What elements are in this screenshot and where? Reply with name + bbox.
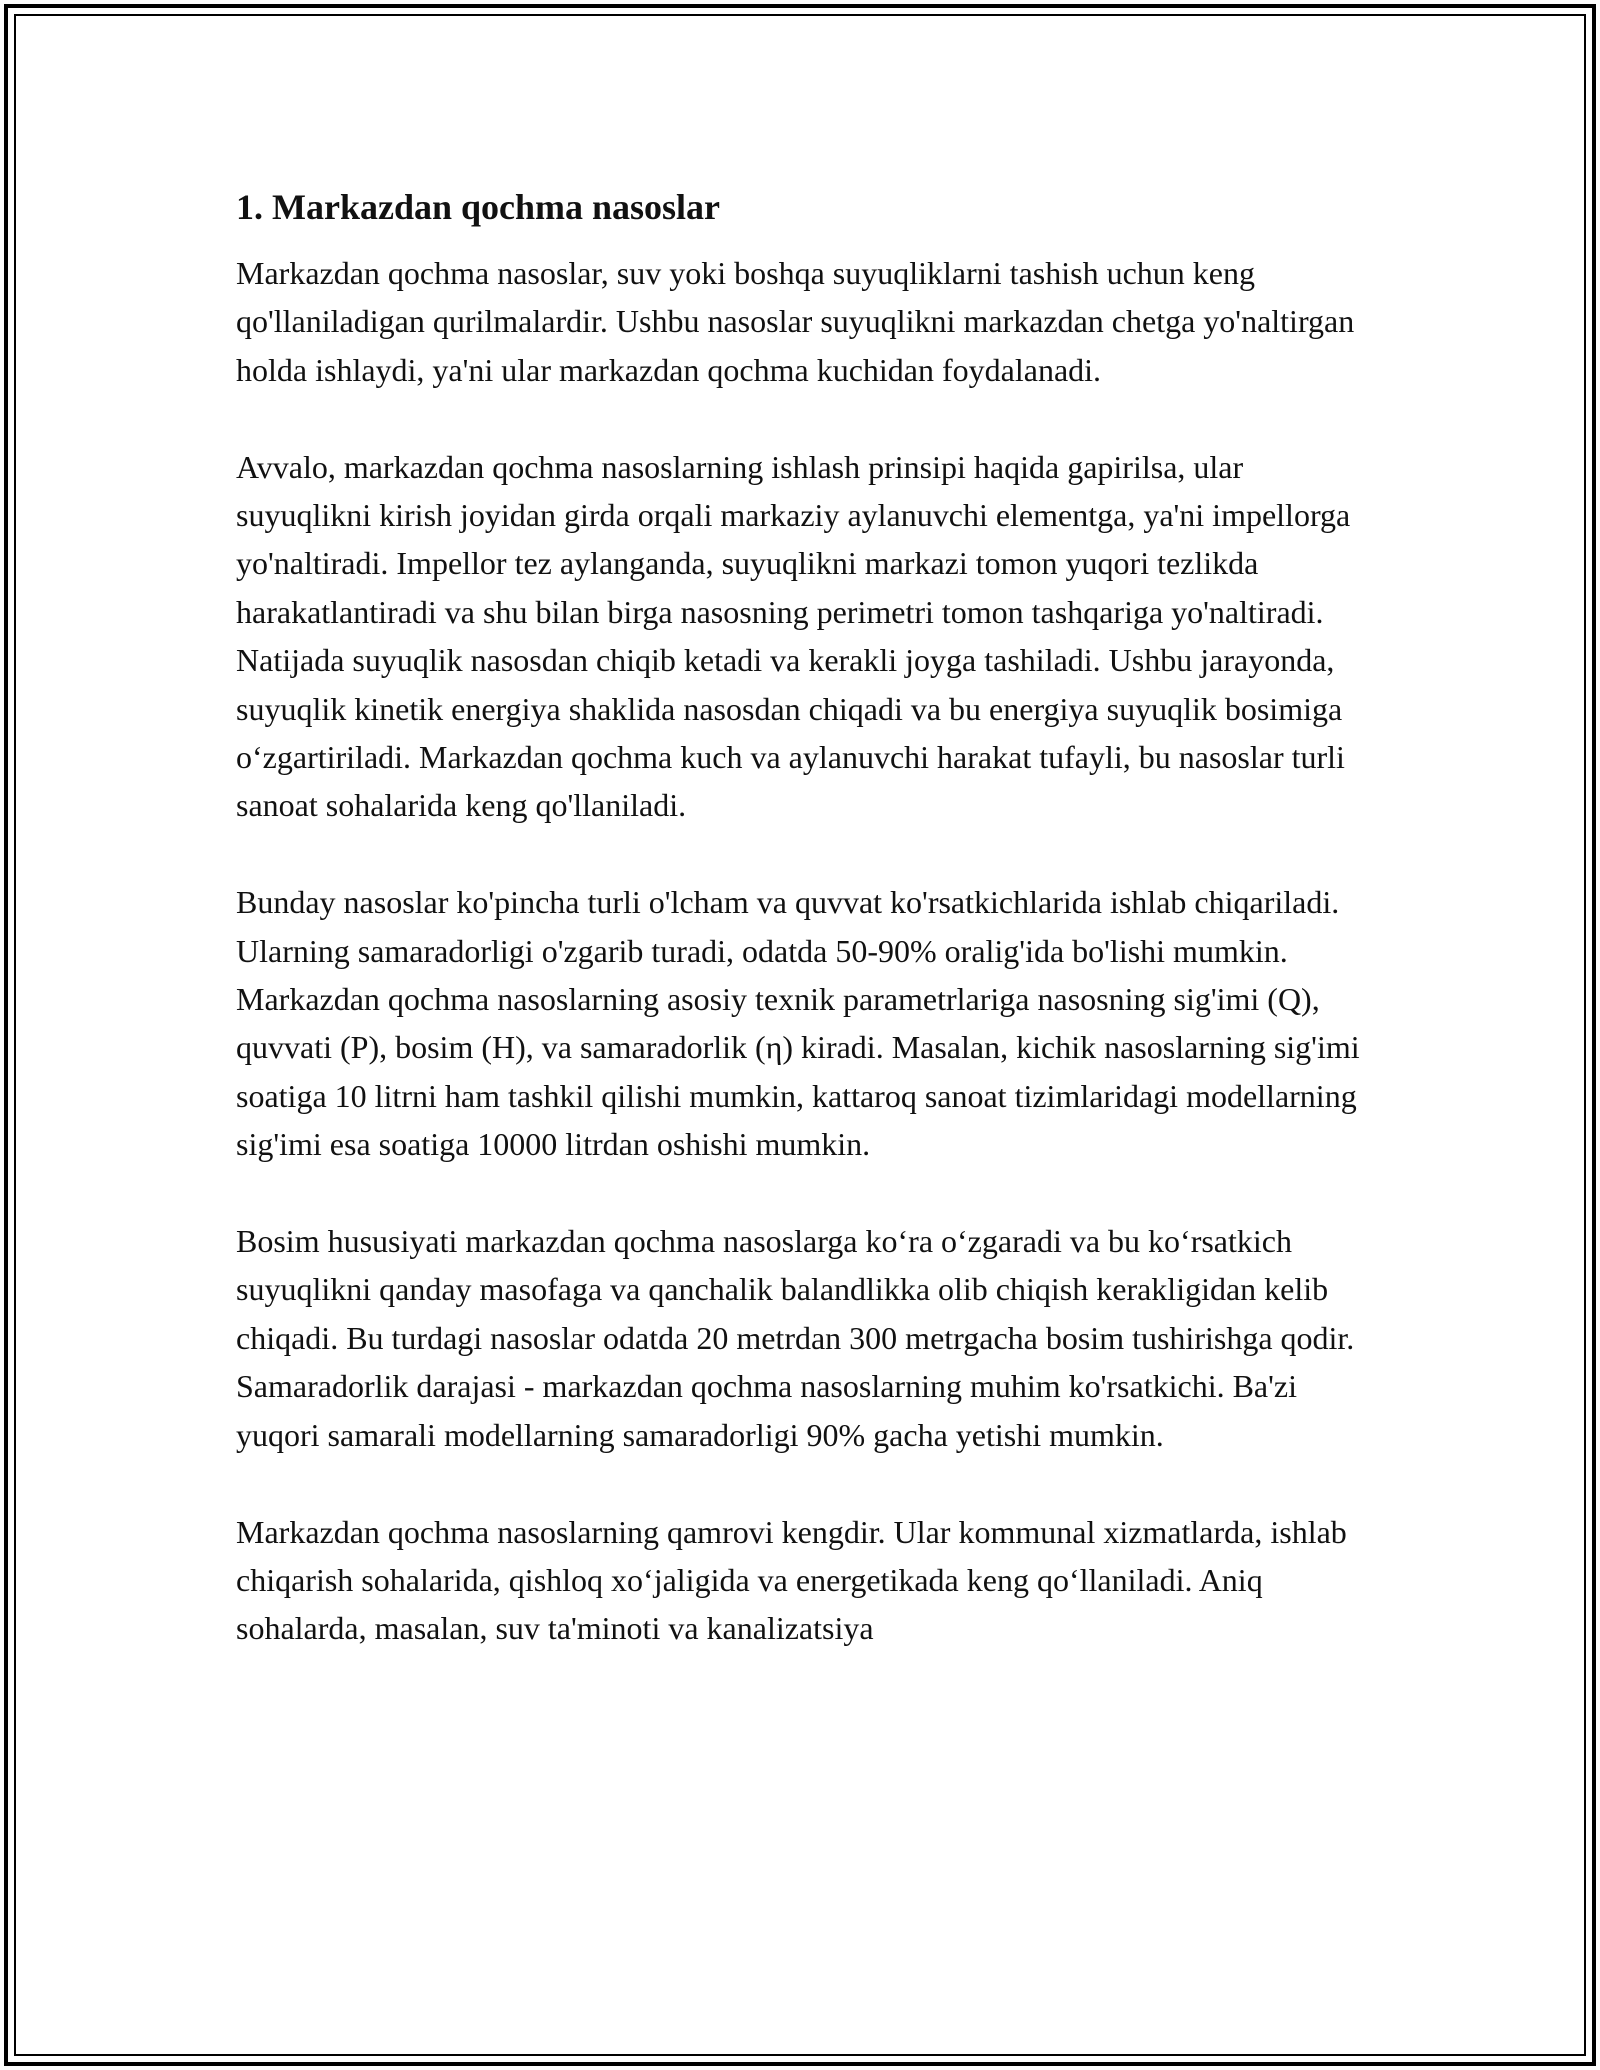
paragraph-applications: Markazdan qochma nasoslarning qamrovi kengdir. Ular kommunal xizmatlarda, ishlab chiqarish sohalarida, qishloq xo‘jaligida va energetikada keng qo‘llaniladi. Aniq sohalarda, masalan, suv ta'minoti va kanalizatsiya <box>236 1513 1347 1647</box>
paragraph-pressure: Bosim hususiyati markazdan qochma nasoslarga ko‘ra o‘zgaradi va bu ko‘rsatkich suyuqlikni qanday masofaga va qanchalik balandlikka olib chiqish kerakligidan kelib chiqadi. Bu turdagi nasoslar odatda 20 metrdan 300 metrgacha bosim tushirishga qodir. Samaradorlik darajasi - markazdan qochma nasoslarning muhim ko'rsatkichi. Ba'zi yuqori samarali modellarning samaradorligi 90% gacha yetishi mumkin. <box>236 1223 1355 1453</box>
document-body <box>236 185 1366 1701</box>
section-heading: 1. Markazdan qochma nasoslar <box>236 187 721 227</box>
paragraph-intro: Markazdan qochma nasoslar, suv yoki boshqa suyuqliklarni tashish uchun keng qo'llaniladigan qurilmalardir. Ushbu nasoslar suyuqlikni markazdan chetga yo'naltirgan holda ishlaydi, ya'ni ular markazdan qochma kuchidan foydalanadi. <box>236 255 1355 388</box>
paragraph-parameters: Bunday nasoslar ko'pincha turli o'lcham va quvvat ko'rsatkichlarida ishlab chiqariladi. Ularning samaradorligi o'zgarib turadi, odatda 50-90% oralig'ida bo'lishi mumkin. Markazdan qochma nasoslarning asosiy texnik parametrlariga nasosning sig'imi (Q), quvvati (P), bosim (H), va samaradorlik (η) kiradi. Masalan, kichik nasoslarning sig'imi soatiga 10 litrni ham tashkil qilishi mumkin, kattaroq sanoat tizimlaridagi modellarning sig'imi esa soatiga 10000 litrdan oshishi mumkin. <box>236 884 1360 1163</box>
paragraph-working-principle: Avvalo, markazdan qochma nasoslarning ishlash prinsipi haqida gapirilsa, ular suyuqlikni kirish joyidan girda orqali markaziy aylanuvchi elementga, ya'ni impellorga yo'naltiradi. Impellor tez aylanganda, suyuqlikni markazi tomon yuqori tezlikda harakatlantiradi va shu bilan birga nasosning perimetri tomon tashqariga yo'naltiradi. Natijada suyuqlik nasosdan chiqib ketadi va kerakli joyga tashiladi. Ushbu jarayonda, suyuqlik kinetik energiya shaklida nasosdan chiqadi va bu energiya suyuqlik bosimiga o‘zgartiriladi. Markazdan qochma kuch va aylanuvchi harakat tufayli, bu nasoslar turli sanoat sohalarida keng qo'llaniladi. <box>236 448 1351 824</box>
